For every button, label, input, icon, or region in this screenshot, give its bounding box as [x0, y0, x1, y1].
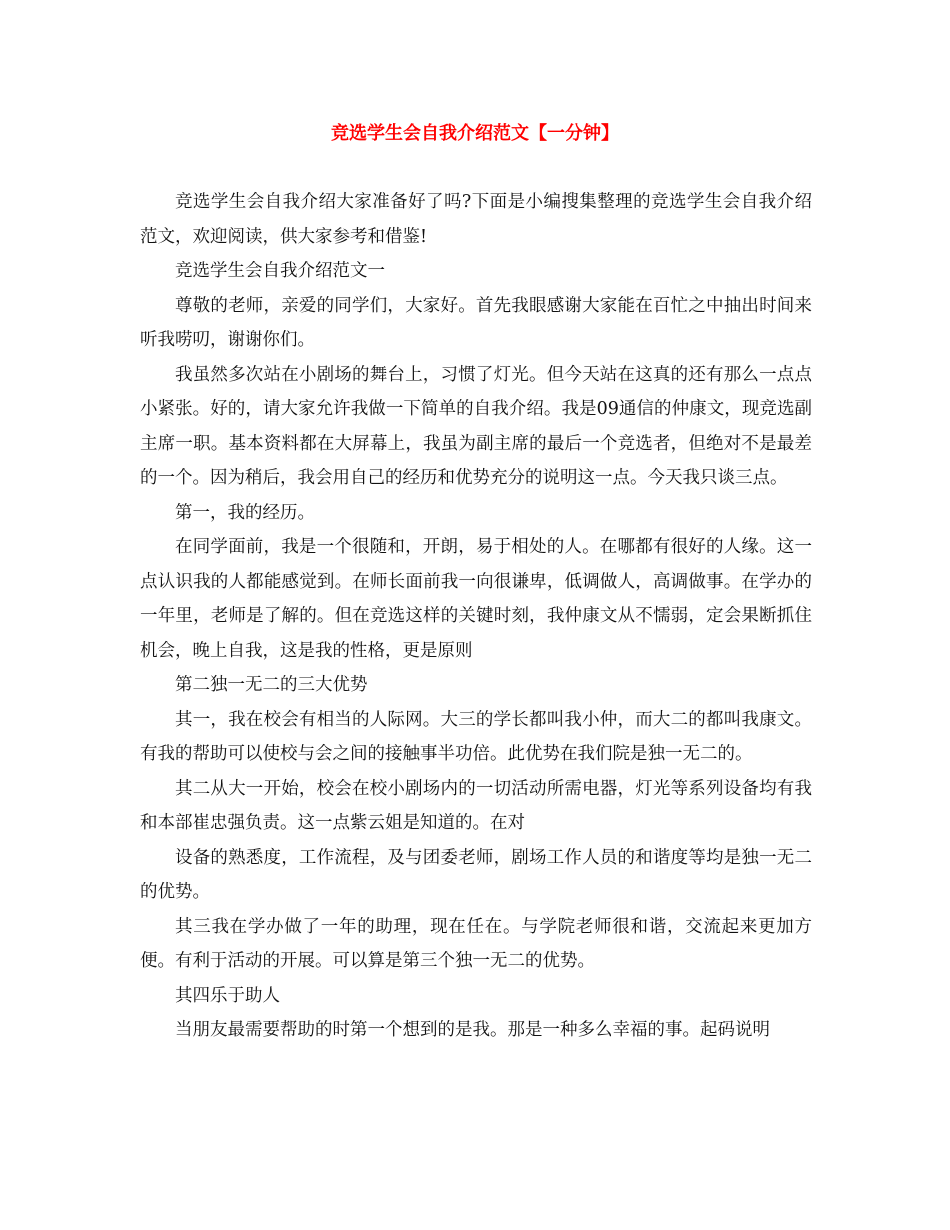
paragraph-experience: 在同学面前，我是一个很随和，开朗，易于相处的人。在哪都有很好的人缘。这一点认识我的人都能感觉到。在师长面前我一向很谦卑，低调做人，高调做事。在学办的一年里，老师是了解的。但在竞选这样的关键时刻，我仲康文从不懦弱，定会果断抓住机会，晚上自我，这是我的性格，更是原则: [140, 537, 812, 661]
paragraph-advantage-2-cont: 设备的熟悉度，工作流程，及与团委老师，剧场工作人员的和谐度等均是独一无二的优势。: [140, 847, 812, 902]
document-title: 竞选学生会自我介绍范文【一分钟】: [331, 123, 619, 144]
document-body: [140, 185, 812, 1048]
point-heading: 其四乐于助人: [175, 985, 280, 1006]
paragraph-greeting: 尊敬的老师，亲爱的同学们，大家好。首先我眼感谢大家能在百忙之中抽出时间来听我唠叨，谢谢你们。: [140, 295, 812, 350]
paragraph-intro: 竞选学生会自我介绍大家准备好了吗?下面是小编搜集整理的竞选学生会自我介绍范文，欢迎阅读，供大家参考和借鉴!: [140, 192, 812, 247]
paragraph-helping: 当朋友最需要帮助的时第一个想到的是我。那是一种多么幸福的事。起码说明: [175, 1020, 770, 1040]
paragraph-advantage-2: 其二从大一开始，校会在校小剧场内的一切活动所需电器，灯光等系列设备均有我和本部崔忠强负责。这一点紫云姐是知道的。在对: [140, 778, 812, 833]
point-heading: 第一，我的经历。: [175, 502, 315, 523]
section-heading: 竞选学生会自我介绍范文一: [175, 261, 385, 281]
point-heading: 第二独一无二的三大优势: [175, 675, 368, 695]
paragraph-advantage-1: 其一，我在校会有相当的人际网。大三的学长都叫我小仲，而大二的都叫我康文。有我的帮助可以使校与会之间的接触事半功倍。此优势在我们院是独一无二的。: [140, 709, 812, 764]
paragraph-self-intro: 我虽然多次站在小剧场的舞台上，习惯了灯光。但今天站在这真的还有那么一点点小紧张。好的，请大家允许我做一下简单的自我介绍。我是09通信的仲康文，现竞选副主席一职。基本资料都在大屏幕上，我虽为副主席的最后一个竞选者，但绝对不是最差的一个。因为稍后，我会用自己的经历和优势充分的说明这一点。今天我只谈三点。: [140, 364, 812, 488]
paragraph-advantage-3: 其三我在学办做了一年的助理，现在任在。与学院老师很和谐，交流起来更加方便。有利于活动的开展。可以算是第三个独一无二的优势。: [140, 916, 812, 971]
